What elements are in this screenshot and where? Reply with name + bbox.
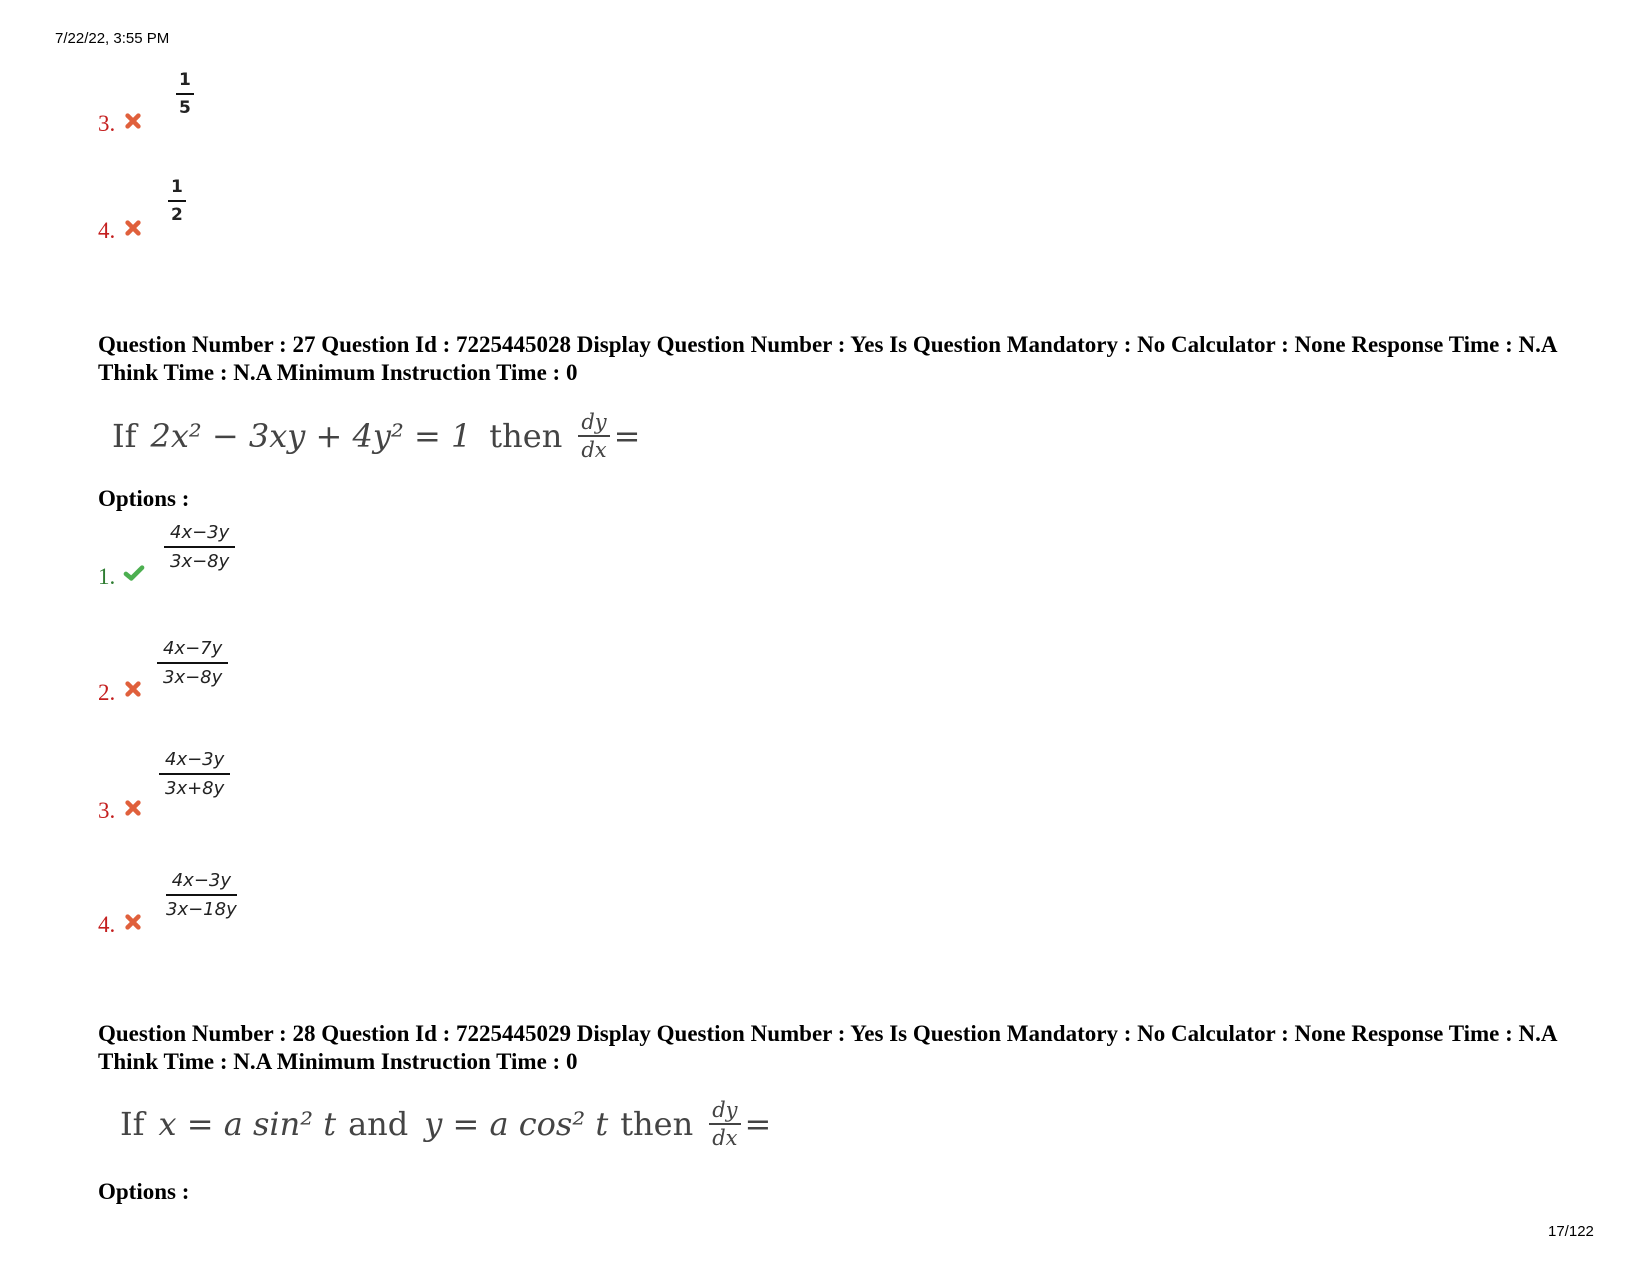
wrong-cross-icon <box>124 913 142 931</box>
fraction-numerator: 4x−3y <box>159 749 230 775</box>
stem-equation: 2x² − 3xy + 4y² = 1 <box>150 417 472 455</box>
stem-x-equation: x = a sin² t <box>158 1105 337 1143</box>
fraction-denominator: 3x−18y <box>166 899 237 920</box>
fraction-numerator: 1 <box>168 177 186 202</box>
stem-suffix: = <box>744 1105 772 1143</box>
question-28-stem <box>120 1098 771 1150</box>
fraction-numerator: 1 <box>176 70 194 95</box>
option-number: 4. <box>98 218 116 243</box>
print-timestamp: 7/22/22, 3:55 PM <box>55 30 170 47</box>
wrong-cross-icon <box>124 219 142 237</box>
correct-check-icon <box>122 564 146 582</box>
fraction-denominator: 3x+8y <box>165 778 225 799</box>
stem-and: and <box>348 1105 409 1143</box>
stem-prefix: If <box>112 417 137 455</box>
fraction-numerator: 4x−3y <box>164 522 235 548</box>
page-indicator: 17/122 <box>1548 1223 1594 1240</box>
stem-then: then <box>489 417 563 455</box>
option-fraction <box>160 870 243 920</box>
option-number: 1. <box>98 564 116 589</box>
option-fraction <box>159 749 230 799</box>
derivative-numerator: dy <box>578 410 609 437</box>
question-28-options-label: Options : <box>98 1179 190 1204</box>
stem-y-equation: y = a cos² t <box>424 1105 609 1143</box>
derivative-fraction <box>709 1098 740 1150</box>
fraction-denominator: 5 <box>179 98 191 118</box>
fraction-denominator: 3x−8y <box>170 551 230 572</box>
option-number: 3. <box>98 111 116 136</box>
option-fraction <box>176 70 194 118</box>
option-number: 2. <box>98 680 116 705</box>
question-27-header: Question Number : 27 Question Id : 7225445028 Display Question Number : Yes Is Question Mandatory : No Calculator : None Response Time : N.A Think Time : N.A Minimum Instruction Time : 0 <box>98 332 1557 385</box>
fraction-denominator: 2 <box>171 205 183 225</box>
wrong-cross-icon <box>124 680 142 698</box>
wrong-cross-icon <box>124 799 142 817</box>
option-number: 4. <box>98 912 116 937</box>
option-number: 3. <box>98 798 116 823</box>
derivative-denominator: dx <box>581 438 607 462</box>
fraction-numerator: 4x−3y <box>166 870 237 896</box>
fraction-numerator: 4x−7y <box>157 638 228 664</box>
option-fraction <box>168 177 186 225</box>
derivative-numerator: dy <box>709 1098 740 1125</box>
derivative-denominator: dx <box>712 1126 738 1150</box>
option-fraction <box>164 522 235 572</box>
stem-prefix: If <box>120 1105 145 1143</box>
question-27-stem <box>112 410 640 462</box>
stem-then: then <box>620 1105 694 1143</box>
question-27-options-label: Options : <box>98 486 190 511</box>
question-28-header: Question Number : 28 Question Id : 7225445029 Display Question Number : Yes Is Question Mandatory : No Calculator : None Response Time : N.A Think Time : N.A Minimum Instruction Time : 0 <box>98 1021 1557 1074</box>
option-fraction <box>157 638 228 688</box>
stem-suffix: = <box>613 417 641 455</box>
fraction-denominator: 3x−8y <box>163 667 223 688</box>
wrong-cross-icon <box>124 112 142 130</box>
derivative-fraction <box>578 410 609 462</box>
